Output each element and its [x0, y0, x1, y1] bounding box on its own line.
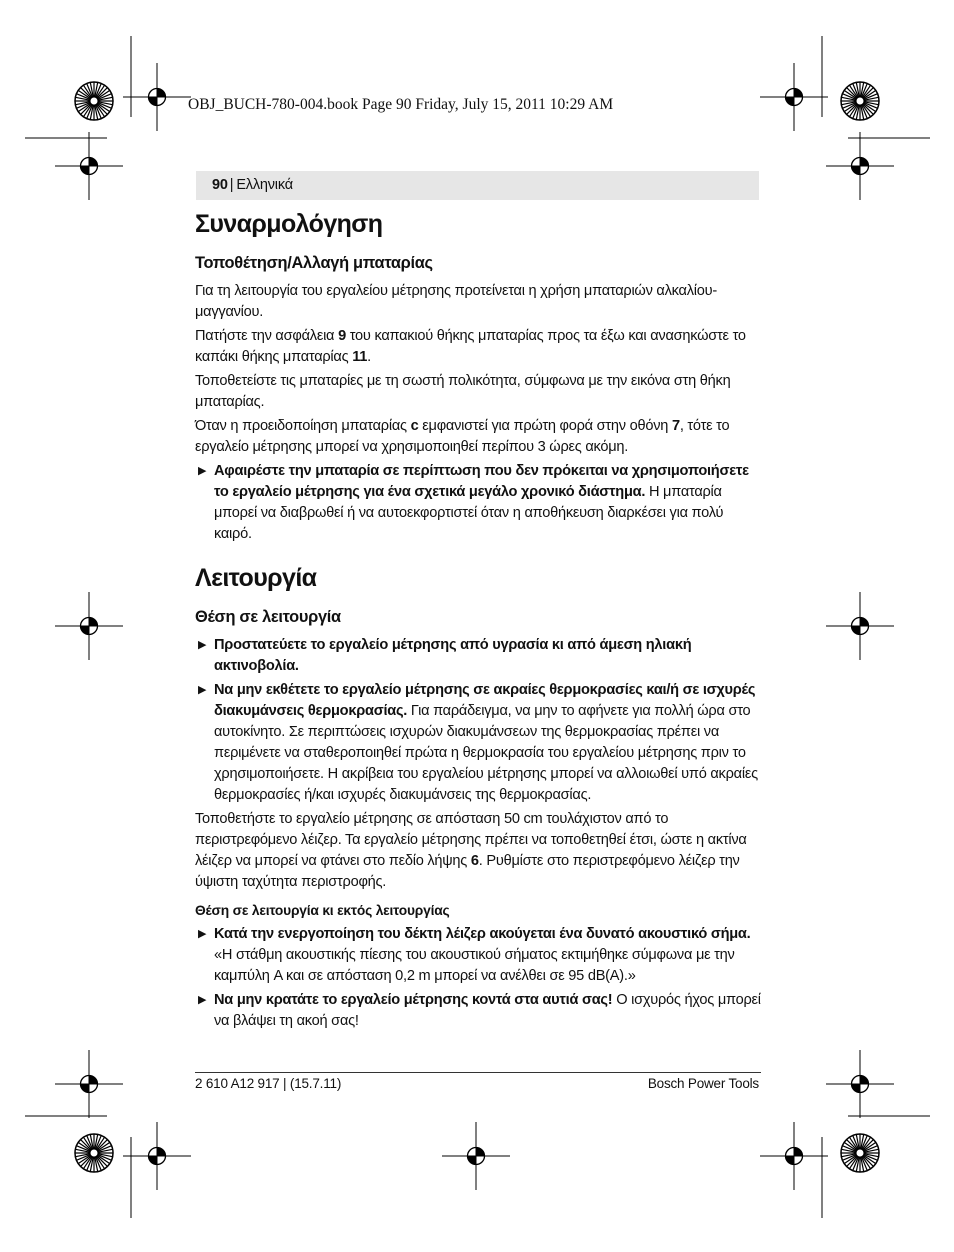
page-separator: | [229, 177, 234, 193]
subsection-title-battery: Τοποθέτηση/Αλλαγή μπαταρίας [195, 254, 433, 272]
subheading-on-off: Θέση σε λειτουργία κι εκτός λειτουργίας [195, 903, 450, 918]
list-item: ▶ Προστατεύετε το εργαλείο μέτρησης από υγρασία κι από άμεση ηλιακή ακτινοβολία. [198, 637, 692, 674]
paragraph: Για τη λειτουργία του εργαλείου μέτρησης προτείνεται η χρήση μπαταριών αλκαλίου-μαγγανίου. [195, 283, 717, 320]
paragraph: Τοποθετήστε το εργαλείο μέτρησης σε απόσταση 50 cm τουλάχιστον από το περιστρεφόμενο λέιζερ. Τα εργαλείο μέτρησης πρέπει να τοποθετηθεί έτσι, ώστε η ακτίνα λέιζερ να μπορεί να φτάνει στο πεδίο λήψης 6. Ρυθμίστε στο περιστρεφόμενο λέιζερ την ύψιστη ταχύτητα περιστροφής. [195, 811, 747, 890]
paragraph: Πατήστε την ασφάλεια 9 του καπακιού θήκης μπαταρίας προς τα έξω και ανασηκώστε το καπάκι θήκης μπαταρίας 11. [195, 328, 746, 365]
bullet-icon: ▶ [198, 684, 207, 696]
footer-doc-number: 2 610 A12 917 | (15.7.11) [195, 1076, 342, 1091]
footer-brand: Bosch Power Tools [647, 1076, 759, 1091]
bullet-icon: ▶ [198, 465, 207, 477]
bullet-icon: ▶ [198, 928, 207, 940]
list-item: ▶ Κατά την ενεργοποίηση του δέκτη λέιζερ ακούγεται ένα δυνατό ακουστικό σήμα. «Η στάθμη ακουστικής πίεσης του ακουστικού σήματος εκτιμήθηκε σύμφωνα με την καμπύλη A και σε απόσταση 0,2 m μπορεί να ανέλθει σε 95 dB(A).» [198, 926, 751, 984]
print-header: OBJ_BUCH-780-004.book Page 90 Friday, July 15, 2011 10:29 AM [188, 96, 614, 113]
page-number: 90 [212, 177, 228, 193]
section-title-operation: Λειτουργία [195, 564, 317, 592]
section-title-assembly: Συναρμολόγηση [195, 210, 383, 238]
bullet-icon: ▶ [198, 639, 207, 651]
paragraph: Τοποθετείστε τις μπαταρίες με τη σωστή πολικότητα, σύμφωνα με την εικόνα στη θήκη μπαταρίας. [195, 373, 731, 410]
list-item: ▶ Να μην κρατάτε το εργαλείο μέτρησης κοντά στα αυτιά σας! Ο ισχυρός ήχος μπορεί να βλάψει τη ακοή σας! [198, 992, 761, 1029]
paragraph: Όταν η προειδοποίηση μπαταρίας c εμφανιστεί για πρώτη φορά στην οθόνη 7, τότε το εργαλείο μέτρησης μπορεί να χρησιμοποιηθεί περίπου 3 ώρες ακόμη. [195, 418, 730, 455]
bullet-icon: ▶ [198, 994, 207, 1006]
list-item: ▶ Να μην εκθέτετε το εργαλείο μέτρησης σε ακραίες θερμοκρασίες και/ή σε ισχυρές διακυμάνσεις θερμοκρασίας. Για παράδειγμα, να μην το αφήνετε για πολλή ώρα στο αυτοκίνητο. Σε περιπτώσεις ισχυρών διακυμάνσεων της θερμοκρασίας πρέπει να περιμένετε να σταθεροποιηθεί πρώτα η θερμοκρασία του εργαλείου μέτρησης πριν το χρησιμοποιήσετε. Η ακρίβεια του εργαλείου μέτρησης μπορεί να αλλοιωθεί υπό ακραίες θερμοκρασίες ή/και ισχυρές διακυμάνσεις της θερμοκρασίας. [198, 682, 758, 803]
list-item: ▶ Αφαιρέστε την μπαταρία σε περίπτωση που δεν πρόκειται να χρησιμοποιήσετε το εργαλείο μέτρησης για ένα σχετικά μεγάλο χρονικό διάστημα. Η μπαταρία μπορεί να διαβρωθεί ή να αυτοεκφορτιστεί όταν η αποθήκευση διαρκέσει για πολύ καιρό. [198, 463, 749, 542]
page-language: Ελληνικά [236, 177, 293, 193]
subsection-title-startup: Θέση σε λειτουργία [195, 608, 341, 626]
